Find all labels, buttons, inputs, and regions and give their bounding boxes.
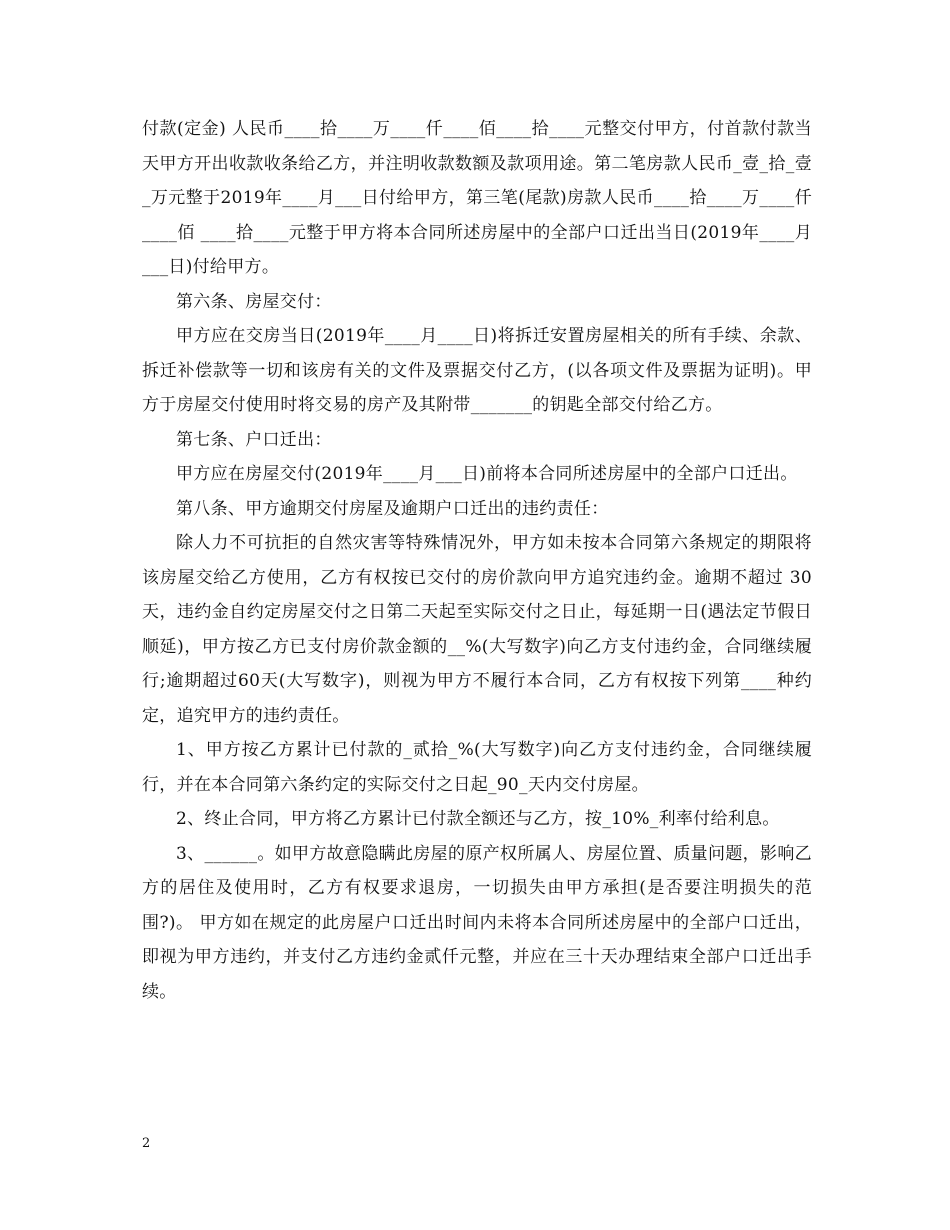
- list-item-3: 3、______。如甲方故意隐瞒此房屋的原产权所属人、房屋位置、质量问题，影响乙方的居住及使用时，乙方有权要求退房，一切损失由甲方承担(是否要注明损失的范围?)。 甲方如在规定的此房屋户口迁出时间内未将本合同所述房屋中的全部户口迁出，即视为甲方违约，并支付乙方违约金贰仟元整，并应在三十天办理结束全部户口迁出手续。: [142, 843, 812, 1002]
- section-heading-7: 第七条、户口迁出：: [176, 429, 332, 450]
- paragraph: 除人力不可抗拒的自然灾害等特殊情况外，甲方如未按本合同第六条规定的期限将该房屋交给乙方使用，乙方有权按已交付的房价款向甲方追究违约金。逾期不超过 30天，违约金自约定房屋交付之日第二天起至实际交付之日止，每延期一日(遇法定节假日顺延)，甲方按乙方已支付房价款金额的__%(大写数字)向乙方支付违约金，合同继续履行;逾期超过60天(大写数字)，则视为甲方不履行本合同，乙方有权按下列第____种约定，追究甲方的违约责任。: [142, 533, 812, 726]
- section-heading-6: 第六条、房屋交付：: [176, 291, 332, 312]
- list-item-2: 2、终止合同，甲方将乙方累计已付款全额还与乙方，按_10%_利率付给利息。: [176, 809, 780, 829]
- section-heading-8: 第八条、甲方逾期交付房屋及逾期户口迁出的违约责任：: [176, 498, 609, 519]
- page-number: 2: [142, 1136, 151, 1151]
- list-item-1: 1、甲方按乙方累计已付款的_贰拾_%(大写数字)向乙方支付违约金，合同继续履行，并在本合同第六条约定的实际交付之日起_90_天内交付房屋。: [142, 740, 812, 795]
- paragraph: 付款(定金) 人民币____拾____万____仟____佰____拾____元整交付甲方，付首款付款当天甲方开出收款收条给乙方，并注明收款数额及款项用途。第二笔房款人民币_壹_拾_壹_万元整于2019年____月___日付给甲方，第三笔(尾款)房款人民币____拾____万____仟____佰 ____拾____元整于甲方将本合同所述房屋中的全部户口迁出当日(2019年____月___日)付给甲方。: [142, 119, 812, 277]
- paragraph: 甲方应在交房当日(2019年____月____日)将拆迁安置房屋相关的所有手续、余款、拆迁补偿款等一切和该房有关的文件及票据交付乙方，(以各项文件及票据为证明)。甲方于房屋交付使用时将交易的房产及其附带_______的钥匙全部交付给乙方。: [142, 326, 812, 415]
- document-body: [142, 112, 812, 1009]
- paragraph: 甲方应在房屋交付(2019年____月___日)前将本合同所述房屋中的全部户口迁出。: [176, 464, 798, 484]
